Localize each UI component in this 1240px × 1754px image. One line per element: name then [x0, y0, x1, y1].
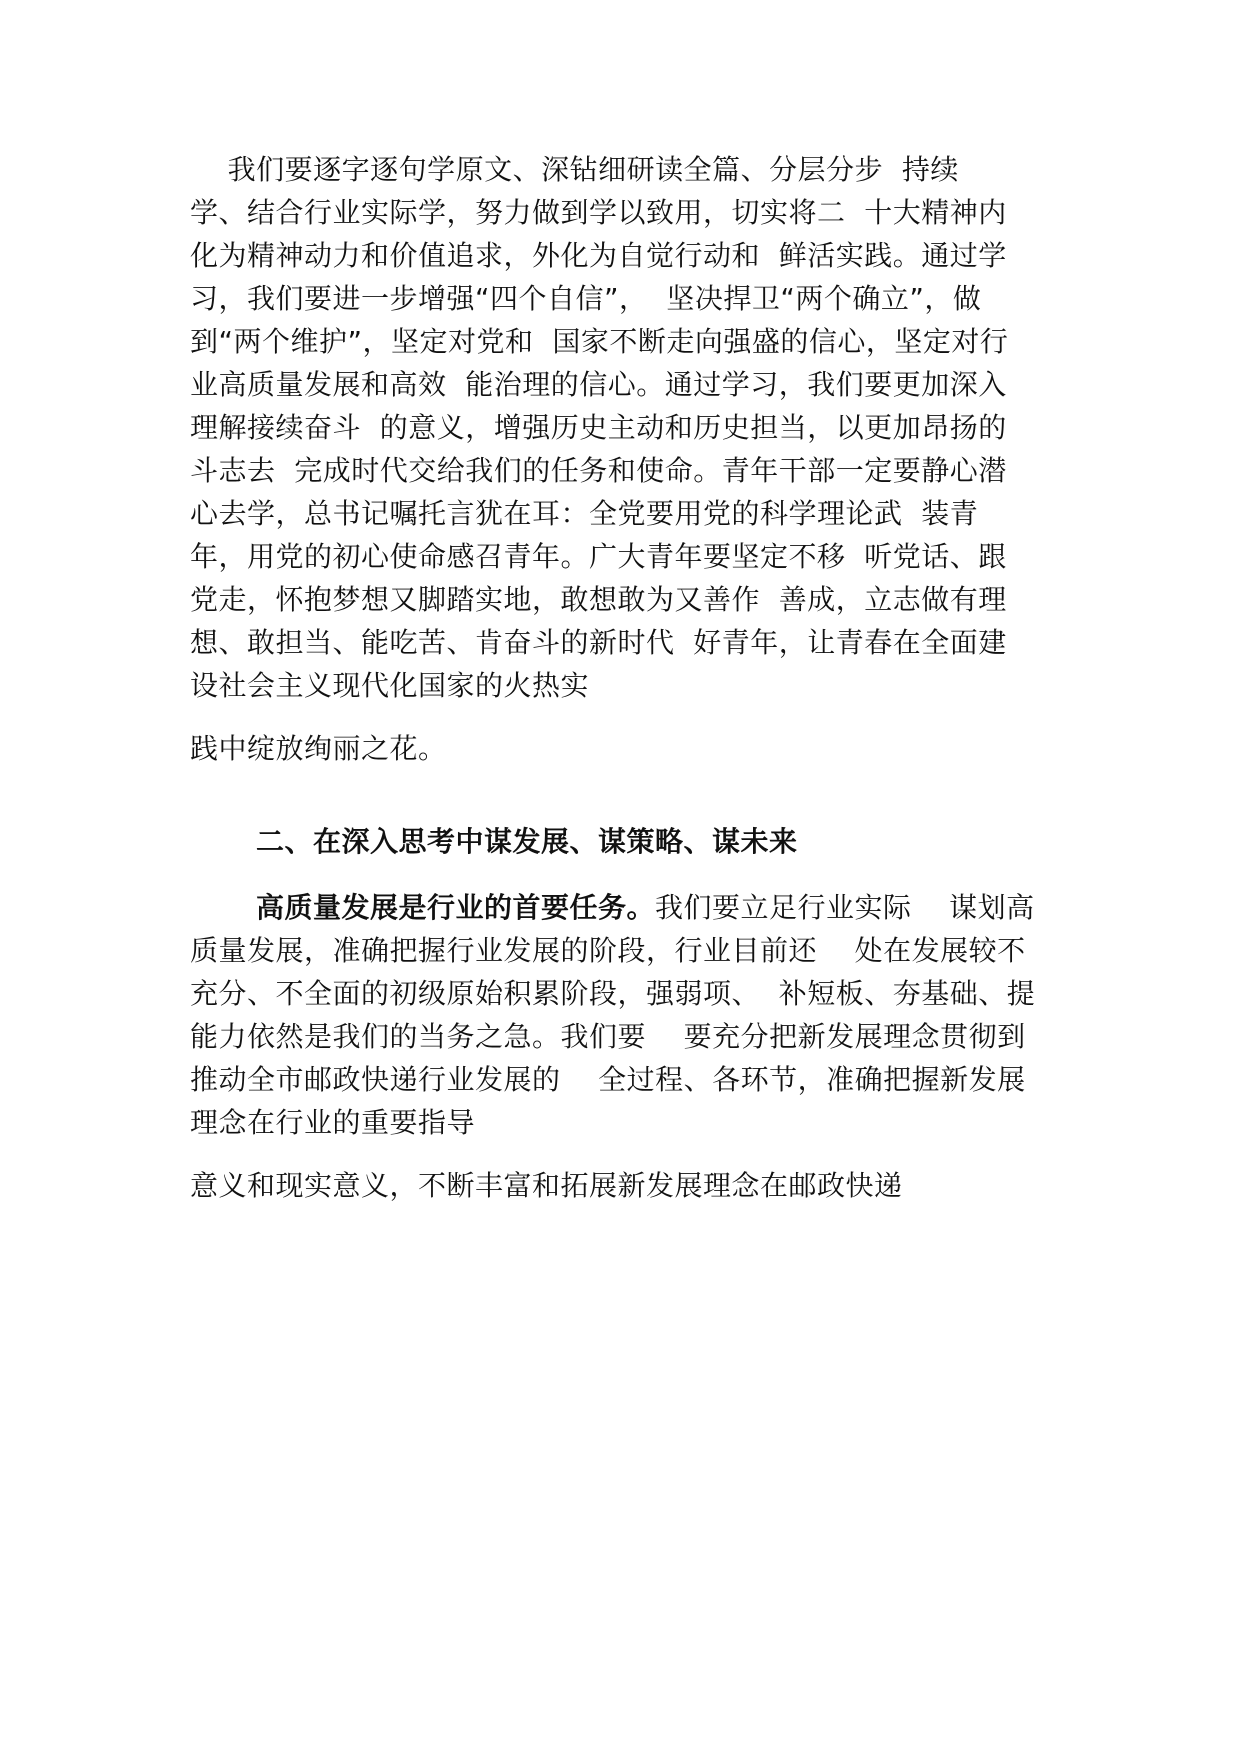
section2-line: 理念在行业的重要指导 [190, 1106, 476, 1139]
section2-lead-bold: 高质量发展是行业的首要任务。 [256, 891, 656, 924]
paragraph1-line: 习，我们要进一步增强“四个自信”， 坚决捍卫“两个确立”，做 [190, 282, 982, 315]
section2-continuation: 意义和现实意义，不断丰富和拓展新发展理念在邮政快递 [190, 1169, 903, 1202]
paragraph1-line: 我们要逐字逐句学原文、深钻细研读全篇、分层分步 持续 [190, 153, 959, 186]
paragraph1-line: 化为精神动力和价值追求，外化为自觉行动和 鲜活实践。通过学 [190, 239, 1007, 272]
paragraph1-line: 年，用党的初心使命感召青年。广大青年要坚定不移 听党话、跟 [190, 540, 1007, 573]
section2-line: 质量发展，准确把握行业发展的阶段，行业目前还 处在发展较不 [190, 934, 1026, 967]
paragraph1-line: 斗志去 完成时代交给我们的任务和使命。青年干部一定要静心潜 [190, 454, 1007, 487]
paragraph1-line: 学、结合行业实际学，努力做到学以致用，切实将二 十大精神内 [190, 196, 1007, 229]
section2-line: 推动全市邮政快递行业发展的 全过程、各环节，准确把握新发展 [190, 1063, 1026, 1096]
section2-first-line [190, 888, 1035, 928]
paragraph1-line: 到“两个维护”，坚定对党和 国家不断走向强盛的信心，坚定对行 [190, 325, 1009, 358]
paragraph1-line: 设社会主义现代化国家的火热实 [190, 669, 590, 702]
section2-lead-rest: 我们要立足行业实际 谋划高 [655, 891, 1035, 924]
paragraph1-continuation: 践中绽放绚丽之花。 [190, 732, 447, 765]
section2-line: 充分、不全面的初级原始积累阶段，强弱项、 补短板、夯基础、提 [190, 977, 1036, 1010]
section-heading: 二、在深入思考中谋发展、谋策略、谋未来 [256, 825, 798, 858]
paragraph1-line: 理解接续奋斗 的意义，增强历史主动和历史担当，以更加昂扬的 [190, 411, 1007, 444]
paragraph1-line: 心去学，总书记嘱托言犹在耳：全党要用党的科学理论武 装青 [190, 497, 979, 530]
paragraph1-line: 业高质量发展和高效 能治理的信心。通过学习，我们要更加深入 [190, 368, 1007, 401]
paragraph1-line: 想、敢担当、能吃苦、肯奋斗的新时代 好青年，让青春在全面建 [190, 626, 1007, 659]
paragraph1-line: 党走，怀抱梦想又脚踏实地，敢想敢为又善作 善成，立志做有理 [190, 583, 1007, 616]
section2-line: 能力依然是我们的当务之急。我们要 要充分把新发展理念贯彻到 [190, 1020, 1026, 1053]
